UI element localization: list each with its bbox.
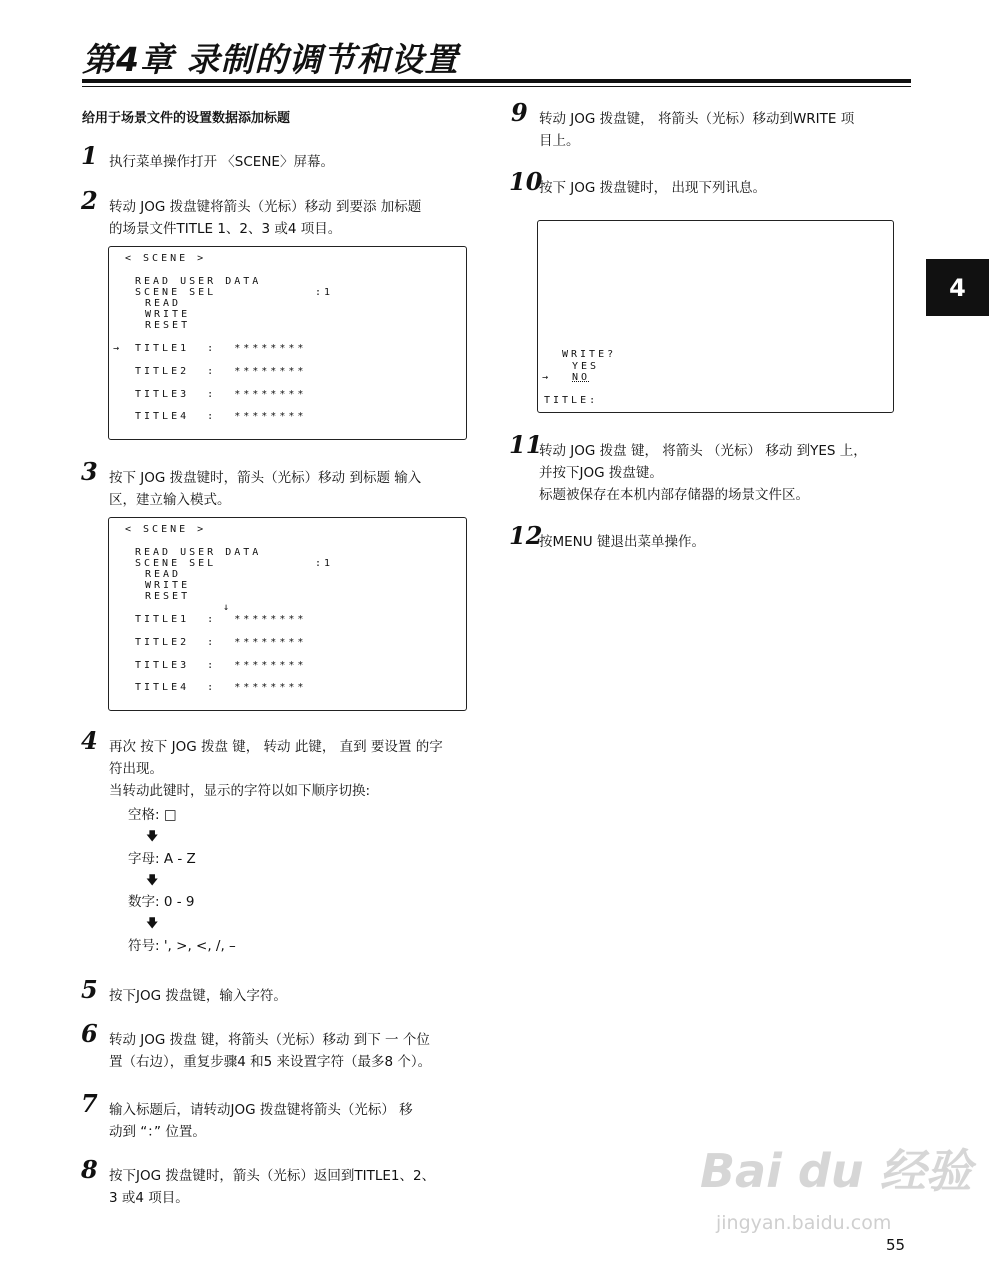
step-2 <box>81 186 494 240</box>
step-text: 按下JOG 拨盘键，输入字符。 <box>109 988 287 1004</box>
step-1 <box>81 141 489 173</box>
step-text: 转动 JOG 拨盘 键，将箭头（光标）移动 到下 一 个位 <box>109 1032 430 1048</box>
step-text: 按下JOG 拨盘键时，箭头（光标）返回到TITLE1、2、 <box>109 1168 436 1184</box>
step-number: 6 <box>81 1019 98 1048</box>
step-8 <box>81 1155 494 1209</box>
step-3 <box>81 457 494 511</box>
page-number: 55 <box>886 1236 906 1254</box>
step-text: 输入标题后，请转动JOG 拨盘键将箭头（光标） 移 <box>109 1102 413 1118</box>
step-text: 按下 JOG 拨盘键时，箭头（光标）移动 到标题 输入 <box>109 470 422 486</box>
step-text: 并按下JOG 拨盘键。 <box>539 465 663 481</box>
read-user-data: READ USER DATA <box>135 276 262 287</box>
step-text: 3 或4 项目。 <box>109 1190 189 1206</box>
step-text: 转动 JOG 拨盘 键， 将箭头 （光标） 移动 到YES 上， <box>539 443 867 459</box>
title-item: TITLE3 : ******** <box>135 389 307 400</box>
chapter-side-tab: 4 <box>926 259 989 316</box>
reset-item: RESET <box>145 591 191 602</box>
step-number: 10 <box>509 167 543 196</box>
step-text: 的场景文件TITLE 1、2、3 或4 项目。 <box>109 221 342 237</box>
step-4 <box>81 726 494 802</box>
step-7 <box>81 1089 494 1143</box>
scene-screen-1 <box>108 246 467 440</box>
read-item: READ <box>145 298 182 309</box>
read-item: READ <box>145 569 182 580</box>
step-text: 符出现。 <box>109 761 163 777</box>
step-5 <box>81 975 489 1007</box>
header-rule-thin <box>82 86 911 87</box>
chapter-title: 第4章 录制的调节和设置 <box>82 40 459 79</box>
seq-space: 空格: □ <box>128 807 177 823</box>
seq-digits: 数字: 0 - 9 <box>128 894 195 910</box>
write-item: WRITE <box>145 580 191 591</box>
seq-letters: 字母: A - Z <box>128 851 196 867</box>
watermark-logo: Bai du 经验 <box>700 1144 972 1198</box>
step-text: 区，建立输入模式。 <box>109 492 231 508</box>
down-arrow-icon: 🡇 <box>146 873 159 887</box>
screen-header: < SCENE > <box>125 524 207 535</box>
scene-sel-value: :1 <box>315 287 334 298</box>
step-number: 4 <box>81 726 98 755</box>
subheading: 给用于场景文件的设置数据添加标题 <box>82 111 291 126</box>
step-6 <box>81 1019 494 1073</box>
step-12 <box>509 521 909 553</box>
cursor-arrow: → <box>113 343 123 354</box>
step-text: 目上。 <box>539 133 580 149</box>
title-item: TITLE2 : ******** <box>135 637 307 648</box>
scene-sel-label: SCENE SEL <box>135 287 217 298</box>
step-text: 置（右边），重复步骤4 和5 来设置字符（最多8 个）。 <box>109 1054 432 1070</box>
step-number: 3 <box>81 457 98 486</box>
reset-item: RESET <box>145 320 191 331</box>
title-item: TITLE1 : ******** <box>135 614 307 625</box>
step-text: 再次 按下 JOG 拨盘 键， 转动 此键， 直到 要设置 的字 <box>109 739 443 755</box>
step-number: 5 <box>81 975 98 1004</box>
down-arrow-icon: 🡇 <box>146 829 159 843</box>
title-item: TITLE2 : ******** <box>135 366 307 377</box>
write-confirm-screen <box>537 220 894 413</box>
scene-screen-2 <box>108 517 467 711</box>
seq-symbols: 符号: ', >, <, /, – <box>128 938 236 954</box>
step-text: 标题被保存在本机内部存储器的场景文件区。 <box>539 487 809 503</box>
step-9 <box>511 98 919 152</box>
step-text: 按下 JOG 拨盘键时， 出现下列讯息。 <box>539 180 766 196</box>
title-item: TITLE4 : ******** <box>135 682 307 693</box>
step-number: 2 <box>81 186 98 215</box>
cursor-arrow: ↓ <box>223 602 233 613</box>
step-text: 当转动此键时，显示的字符以如下顺序切换: <box>109 783 371 799</box>
title-item: TITLE3 : ******** <box>135 660 307 671</box>
screen-header: < SCENE > <box>125 253 207 264</box>
no-option: NO <box>572 372 591 383</box>
step-number: 8 <box>81 1155 98 1184</box>
step-number: 11 <box>509 430 543 459</box>
step-11 <box>509 430 919 506</box>
write-item: WRITE <box>145 309 191 320</box>
step-text: 动到 “：” 位置。 <box>109 1124 206 1140</box>
scene-sel-value: :1 <box>315 558 334 569</box>
read-user-data: READ USER DATA <box>135 547 262 558</box>
step-text: 转动 JOG 拨盘键， 将箭头（光标）移动到WRITE 项 <box>539 111 855 127</box>
step-text: 按MENU 键退出菜单操作。 <box>539 534 705 550</box>
step-text: 执行菜单操作打开 〈SCENE〉屏幕。 <box>109 154 334 170</box>
step-number: 7 <box>81 1089 98 1118</box>
step-10 <box>509 167 909 199</box>
yes-option: YES <box>572 361 600 372</box>
header-rule-thick <box>82 79 911 83</box>
watermark-url: jingyan.baidu.com <box>716 1212 892 1234</box>
step-number: 9 <box>511 98 528 127</box>
step-number: 12 <box>509 521 543 550</box>
step-number: 1 <box>81 141 98 170</box>
title-item: TITLE4 : ******** <box>135 411 307 422</box>
write-prompt: WRITE? <box>562 349 617 360</box>
step-text: 转动 JOG 拨盘键将箭头（光标）移动 到要添 加标题 <box>109 199 422 215</box>
down-arrow-icon: 🡇 <box>146 916 159 930</box>
title-item: TITLE1 : ******** <box>135 343 307 354</box>
title-field: TITLE: <box>544 395 599 406</box>
cursor-arrow: → <box>542 372 552 383</box>
scene-sel-label: SCENE SEL <box>135 558 217 569</box>
